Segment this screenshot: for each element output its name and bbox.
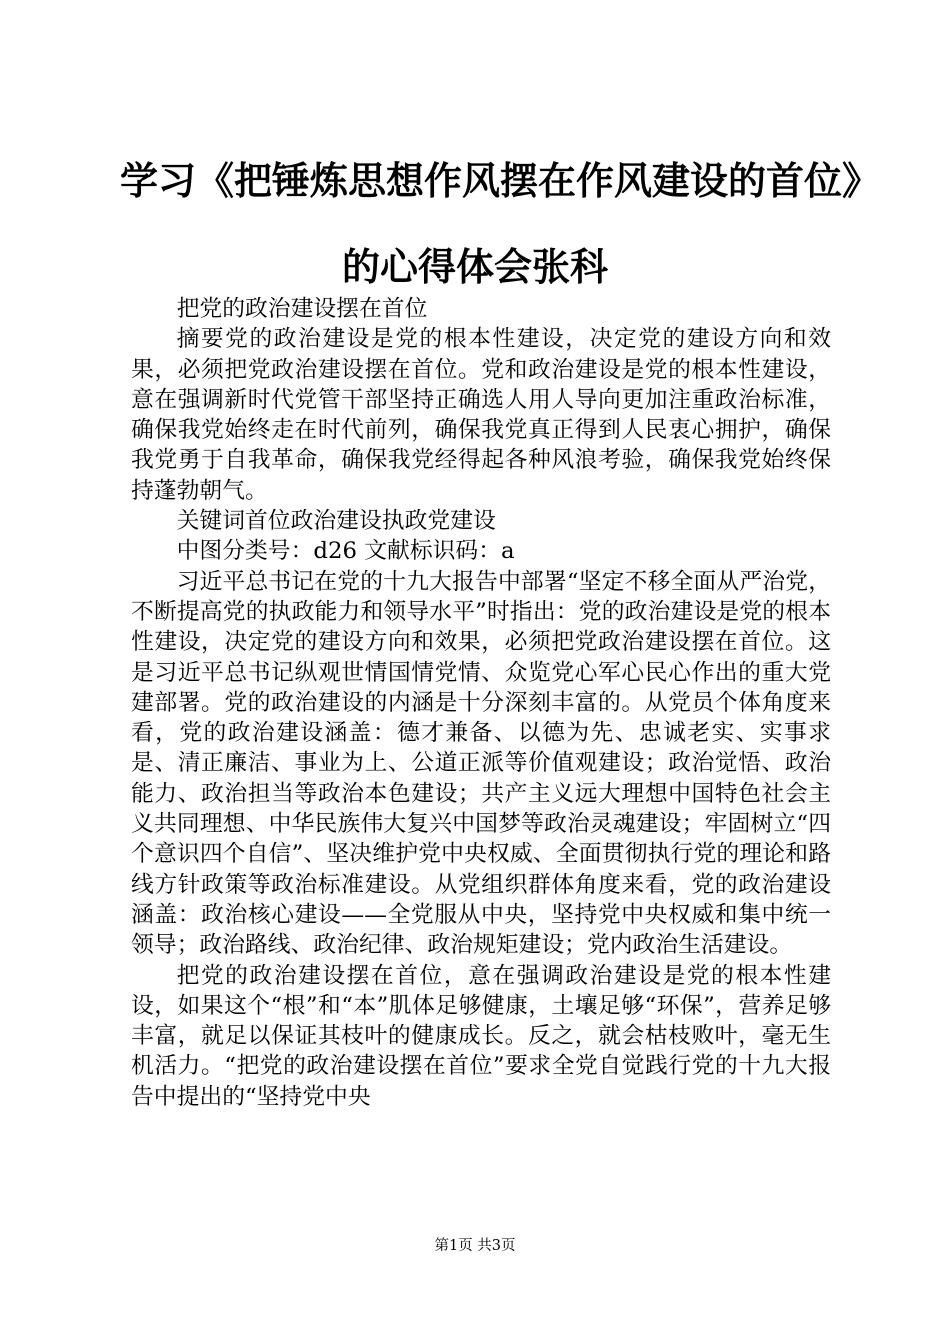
- body-paragraph: 把党的政治建设摆在首位，意在强调政治建设是党的根本性建设，如果这个“根”和“本”肌体足够健康，土壤足够“环保”，营养足够丰富，就足以保证其枝叶的健康成长。反之，就会枯枝败叶，毫无生机活力。“把党的政治建设摆在首位”要求全党自觉践行党的十九大报告中提出的“坚持党中央: [131, 962, 831, 1110]
- abstract-paragraph: 摘要党的政治建设是党的根本性建设，决定党的建设方向和效果，必须把党政治建设摆在首位。党和政治建设是党的根本性建设，意在强调新时代党管干部坚持正确选人用人导向更加注重政治标准，确保我党始终走在时代前列，确保我党真正得到人民衷心拥护，确保我党勇于自我革命，确保我党经得起各种风浪考验，确保我党始终保持蓬勃朝气。: [131, 326, 831, 504]
- document-title-line-2: 的心得体会张科: [341, 245, 608, 289]
- body-paragraph: 习近平总书记在党的十九大报告中部署“坚定不移全面从严治党，不断提高党的执政能力和领导水平”时指出：党的政治建设是党的根本性建设，决定党的建设方向和效果，必须把党政治建设摆在首位。这是习近平总书记纵观世情国情党情、众览党心军心民心作出的重大党建部署。党的政治建设的内涵是十分深刻丰富的。从党员个体角度来看，党的政治建设涵盖：德才兼备、以德为先、忠诚老实、实事求是、清正廉洁、事业为上、公道正派等价值观建设；政治觉悟、政治能力、政治担当等政治本色建设；共产主义远大理想中国特色社会主义共同理想、中华民族伟大复兴中国梦等政治灵魂建设；牢固树立“四个意识四个自信”、坚决维护党中央权威、全面贯彻执行党的理论和路线方针政策等政治标准建设。从党组织群体角度来看，党的政治建设涵盖：政治核心建设——全党服从中央，坚持党中央权威和集中统一领导；政治路线、政治纪律、政治规矩建设；党内政治生活建设。: [131, 568, 831, 959]
- keywords-line: 关键词首位政治建设执政党建设: [176, 508, 496, 535]
- classification-line: 中图分类号：d26 文献标识码：a: [176, 538, 515, 565]
- page-number-footer: 第1页 共3页: [434, 1238, 516, 1254]
- document-body: [131, 294, 831, 1112]
- document-title-line-1: 学习《把锤炼思想作风摆在作风建设的首位》: [120, 159, 881, 203]
- section-heading: 把党的政治建设摆在首位: [176, 296, 428, 322]
